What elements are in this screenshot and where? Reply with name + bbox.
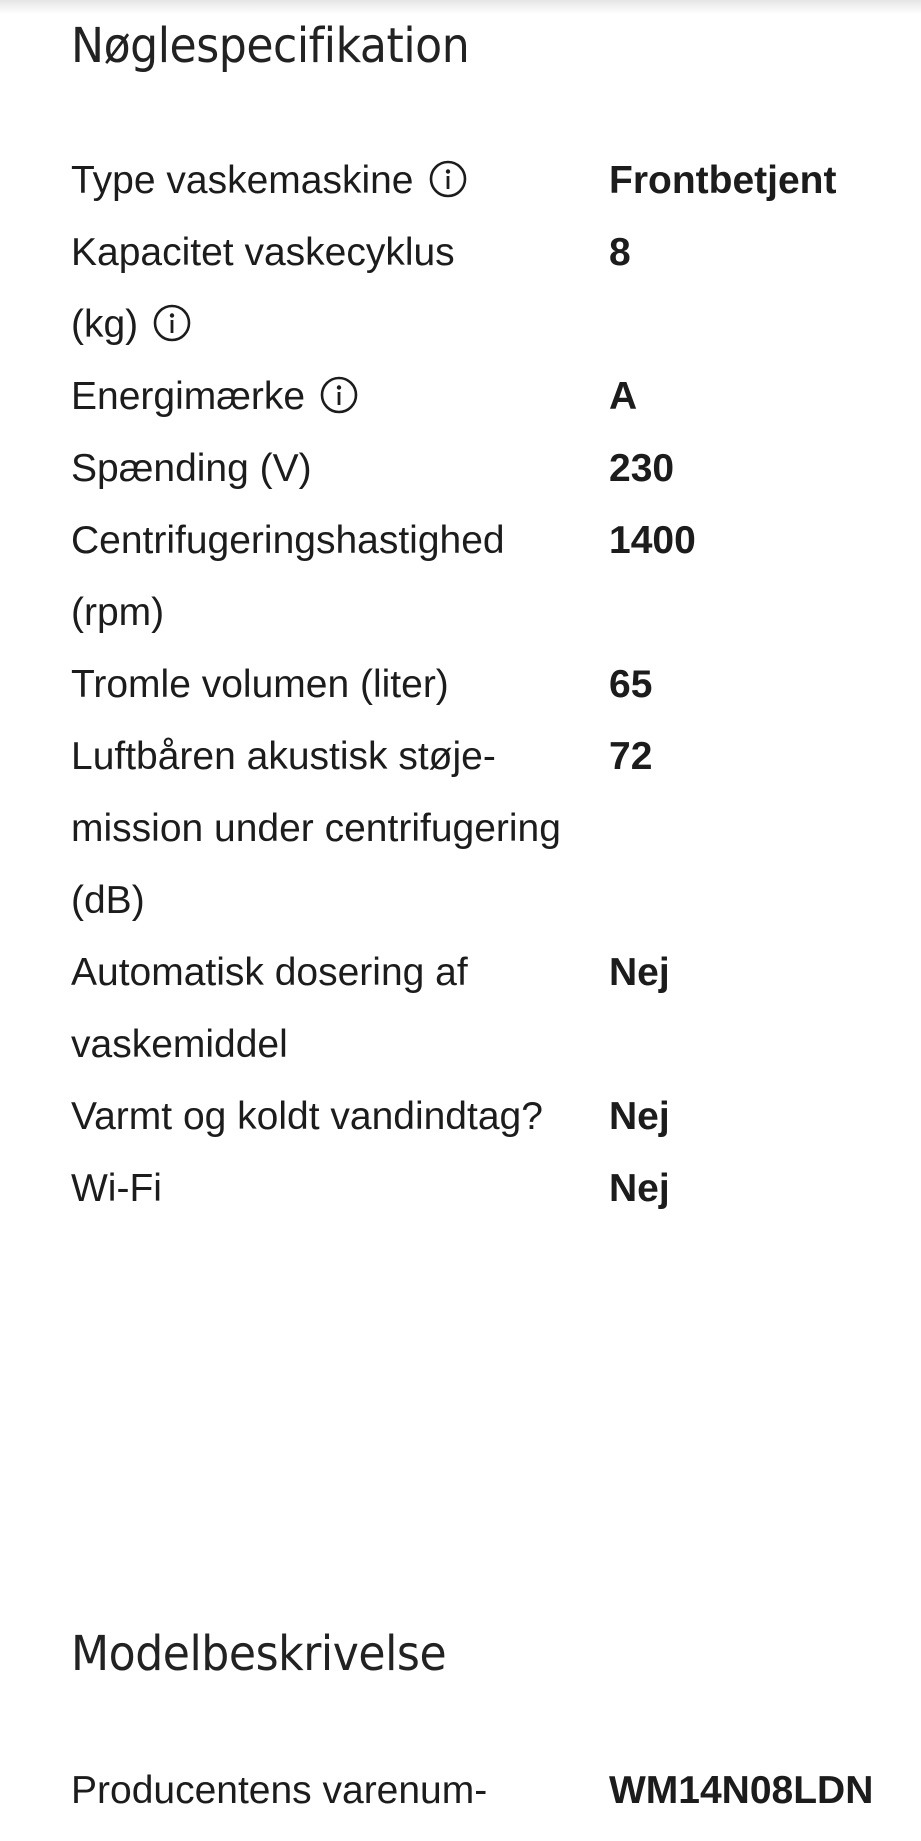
spec-value: Nej <box>609 1095 670 1138</box>
model-description-list <box>71 1755 921 1827</box>
spec-label: Spænding (V) <box>71 447 312 490</box>
spec-label-wrapper <box>71 217 511 361</box>
spec-value: 1400 <box>609 519 696 562</box>
spec-row-spin-speed <box>71 505 921 649</box>
spec-label: Wi-Fi <box>71 1167 162 1210</box>
spec-value: 65 <box>609 663 653 706</box>
spec-row-noise <box>71 721 921 937</box>
spec-label: Centrifugeringshastighed (rpm) <box>71 519 505 634</box>
spec-row-type <box>71 145 921 217</box>
spec-label-wrapper <box>71 145 609 217</box>
key-specs-title: Nøglespecifikation <box>71 18 470 74</box>
spec-row-wifi <box>71 1153 921 1225</box>
spec-row-water-intake <box>71 1081 921 1153</box>
top-shadow <box>0 0 921 14</box>
spec-label: Energimærke <box>71 375 306 418</box>
spec-row-auto-dosing <box>71 937 921 1081</box>
spec-value: Nej <box>609 1167 670 1210</box>
spec-value: 72 <box>609 735 653 778</box>
spec-value: WM14N08LDN <box>609 1769 874 1812</box>
spec-row-manufacturer-part-number <box>71 1755 921 1827</box>
spec-value: 8 <box>609 231 631 274</box>
spec-value: A <box>609 375 638 418</box>
spec-row-drum-volume <box>71 649 921 721</box>
spec-row-capacity <box>71 217 921 361</box>
spec-label: Tromle volumen (liter) <box>71 663 449 706</box>
spec-label: Type vaskemaskine <box>71 159 414 202</box>
spec-label: Kapacitet vaskecyklus (kg) <box>71 231 455 346</box>
spec-label: Varmt og koldt vandindtag? <box>71 1095 543 1138</box>
spec-label-wrapper <box>71 361 609 433</box>
spec-label: Producentens varenum- <box>71 1769 488 1812</box>
info-circle-icon[interactable] <box>428 159 468 199</box>
key-specs-list <box>71 145 921 1225</box>
spec-label: Automatisk dosering af vaskemiddel <box>71 951 468 1066</box>
spec-label: Luftbåren akustisk støjemission under centrifugering (dB) <box>71 735 561 922</box>
model-description-title: Modelbeskrivelse <box>71 1626 447 1682</box>
spec-row-voltage <box>71 433 921 505</box>
spec-value: Nej <box>609 951 670 994</box>
info-circle-icon[interactable] <box>319 375 359 415</box>
info-circle-icon[interactable] <box>152 303 192 343</box>
spec-value: 230 <box>609 447 675 490</box>
spec-value: Frontbetjent <box>609 159 837 202</box>
spec-row-energy-label <box>71 361 921 433</box>
